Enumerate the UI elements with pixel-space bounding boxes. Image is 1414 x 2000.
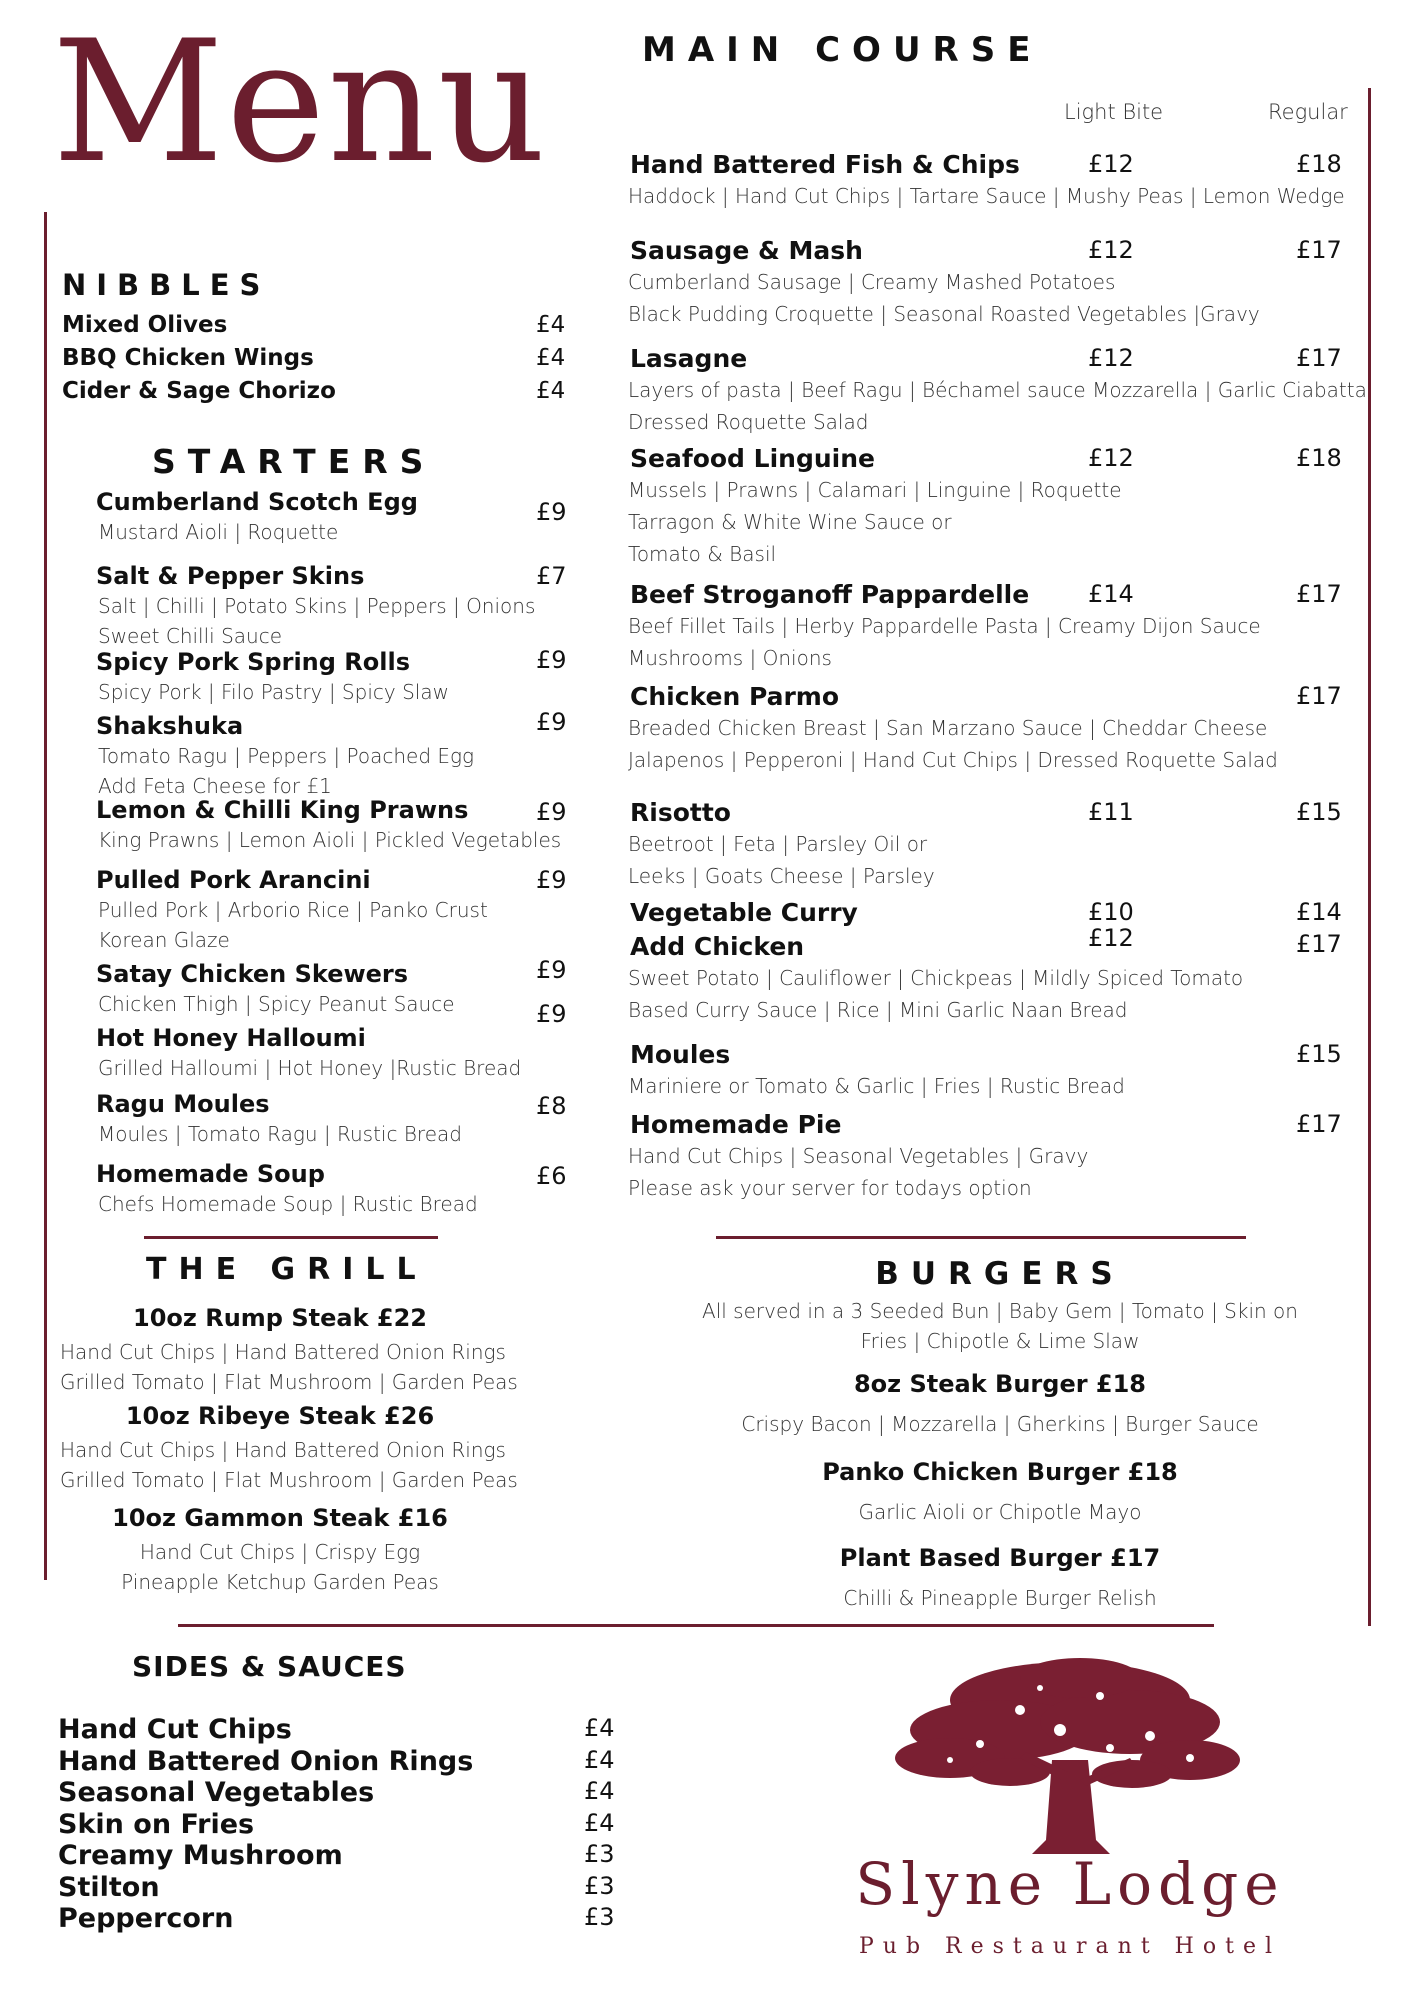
- main-item-light-price: £11: [1088, 798, 1134, 826]
- burgers-heading: BURGERS: [875, 1256, 1125, 1292]
- starter-name: Shakshuka: [96, 712, 244, 740]
- side-name: Seasonal Vegetables: [58, 1777, 375, 1808]
- side-price: £4: [584, 1808, 615, 1837]
- main-item-light-price: £14: [1088, 580, 1134, 608]
- grill-item-name: 10oz Ribeye Steak £26: [125, 1402, 435, 1430]
- nibbles-heading: NIBBLES: [62, 268, 271, 302]
- grill-item-desc: Grilled Tomato | Flat Mushroom | Garden Peas: [60, 1468, 518, 1492]
- main-item-regular-price: £17: [1296, 344, 1342, 372]
- main-item-desc: Black Pudding Croquette | Seasonal Roasted Vegetables |Gravy: [628, 302, 1260, 326]
- main-item-desc: Mushrooms | Onions: [628, 646, 832, 670]
- side-name: Skin on Fries: [58, 1808, 255, 1840]
- starter-price: £9: [536, 866, 567, 894]
- side-price: £4: [584, 1714, 615, 1742]
- grill-divider: [144, 1236, 438, 1239]
- main-item-desc: Dressed Roquette Salad: [628, 410, 869, 434]
- main-item-regular-price: £17: [1296, 236, 1342, 264]
- starter-desc: Chefs Homemade Soup | Rustic Bread: [98, 1192, 478, 1216]
- burger-name: Panko Chicken Burger £18: [822, 1458, 1178, 1486]
- starter-price: £6: [536, 1162, 567, 1190]
- side-name: Hand Cut Chips: [58, 1714, 292, 1745]
- side-name: Stilton: [58, 1871, 160, 1903]
- starter-desc: Chicken Thigh | Spicy Peanut Sauce: [98, 992, 455, 1016]
- main-item-regular-price: £18: [1296, 150, 1342, 178]
- burgers-intro-line-2: Fries | Chipotle & Lime Slaw: [860, 1329, 1140, 1353]
- main-item-desc: Jalapenos | Pepperoni | Hand Cut Chips | Dressed Roquette Salad: [628, 748, 1278, 772]
- nibble-price: £4: [536, 345, 566, 371]
- starter-price: £8: [536, 1092, 567, 1120]
- main-item-desc: Cumberland Sausage | Creamy Mashed Potatoes: [628, 270, 1116, 294]
- main-item-name: Hand Battered Fish & Chips: [630, 150, 1020, 179]
- grill-heading: THE GRILL: [146, 1252, 428, 1287]
- main-item-desc: Hand Cut Chips | Seasonal Vegetables | Gravy: [628, 1144, 1089, 1168]
- main-item-light-price: £12: [1088, 444, 1134, 472]
- starter-desc: Mustard Aioli | Roquette: [98, 520, 339, 544]
- starter-price: £9: [536, 498, 567, 526]
- starter-name: Hot Honey Halloumi: [96, 1024, 366, 1052]
- slyne-lodge-logo: [800, 1640, 1340, 1990]
- starter-desc: Sweet Chilli Sauce: [98, 624, 283, 648]
- starter-price: £7: [536, 562, 567, 590]
- burger-desc: Garlic Aioli or Chipotle Mayo: [858, 1500, 1142, 1524]
- starter-desc: King Prawns | Lemon Aioli | Pickled Vegetables: [98, 828, 562, 852]
- burgers-divider: [716, 1236, 1246, 1239]
- grill-item-desc: Grilled Tomato | Flat Mushroom | Garden Peas: [60, 1370, 518, 1394]
- main-item-regular-price-addon: £17: [1296, 930, 1342, 958]
- grill-item-desc: Pineapple Ketchup Garden Peas: [121, 1570, 439, 1594]
- sides-divider: [178, 1624, 1214, 1627]
- starter-name: Lemon & Chilli King Prawns: [96, 796, 469, 824]
- main-item-name: Lasagne: [630, 344, 748, 373]
- starter-price: £9: [536, 646, 567, 674]
- nibble-price: £4: [536, 312, 566, 338]
- main-item-regular-price: £18: [1296, 444, 1342, 472]
- side-price: £4: [584, 1745, 615, 1774]
- burgers-intro-line-1: All served in a 3 Seeded Bun | Baby Gem | Tomato | Skin on: [702, 1299, 1298, 1323]
- side-name: Peppercorn: [58, 1903, 234, 1934]
- starter-name: Satay Chicken Skewers: [96, 960, 409, 988]
- grill-item-desc: Hand Cut Chips | Crispy Egg: [139, 1540, 421, 1564]
- regular-column-header: Regular: [1268, 100, 1348, 124]
- tree-icon: [800, 1640, 1340, 1860]
- starter-desc: Pulled Pork | Arborio Rice | Panko Crust: [98, 898, 488, 922]
- main-item-desc: Mariniere or Tomato & Garlic | Fries | Rustic Bread: [628, 1074, 1125, 1098]
- main-item-name: Seafood Linguine: [630, 444, 875, 473]
- starter-name: Cumberland Scotch Egg: [96, 488, 418, 516]
- starter-desc: Add Feta Cheese for £1: [98, 774, 332, 798]
- main-item-light-price: £12: [1088, 236, 1134, 264]
- starter-name: Pulled Pork Arancini: [96, 866, 371, 894]
- starter-desc: Salt | Chilli | Potato Skins | Peppers | Onions: [98, 594, 536, 618]
- nibble-name: BBQ Chicken Wings: [62, 345, 314, 371]
- burger-name: Plant Based Burger £17: [839, 1544, 1161, 1572]
- main-item-regular-price: £17: [1296, 682, 1342, 710]
- grill-item-name: 10oz Gammon Steak £16: [112, 1504, 448, 1532]
- sides-heading: SIDES & SAUCES: [132, 1650, 407, 1683]
- nibble-name: Cider & Sage Chorizo: [62, 378, 336, 404]
- side-price: £3: [584, 1840, 615, 1868]
- burgers-intro: [700, 1296, 1300, 1356]
- main-item-desc: Tarragon & White Wine Sauce or: [628, 510, 952, 534]
- burger-name: 8oz Steak Burger £18: [853, 1370, 1147, 1398]
- main-item-name: Vegetable Curry: [630, 898, 858, 927]
- main-course-heading: MAIN COURSE: [642, 30, 1043, 70]
- main-item-name: Sausage & Mash: [630, 236, 863, 265]
- starter-name: Salt & Pepper Skins: [96, 562, 365, 590]
- main-item-regular-price: £15: [1296, 1040, 1342, 1068]
- main-item-name: Risotto: [630, 798, 731, 827]
- side-name: Hand Battered Onion Rings: [58, 1745, 474, 1777]
- starter-price: £9: [536, 798, 567, 826]
- side-name: Creamy Mushroom: [58, 1840, 343, 1871]
- main-item-name: Beef Stroganoff Pappardelle: [630, 580, 1030, 609]
- main-item-desc: Beetroot | Feta | Parsley Oil or: [628, 832, 928, 856]
- main-item-regular-price: £15: [1296, 798, 1342, 826]
- main-item-light-price: £10: [1088, 898, 1134, 926]
- side-price: £3: [584, 1903, 615, 1931]
- brand-tagline: Pub Restaurant Hotel: [858, 1934, 1281, 1959]
- side-price: £4: [584, 1777, 615, 1805]
- burger-desc: Chilli & Pineapple Burger Relish: [843, 1586, 1157, 1610]
- side-price: £3: [584, 1871, 615, 1900]
- main-item-regular-price: £17: [1296, 1110, 1342, 1138]
- main-item-regular-price: £14: [1296, 898, 1342, 926]
- main-item-name-addon: Add Chicken: [630, 932, 805, 961]
- main-item-desc: Mussels | Prawns | Calamari | Linguine | Roquette: [628, 478, 1122, 502]
- main-item-desc: Haddock | Hand Cut Chips | Tartare Sauce | Mushy Peas | Lemon Wedge: [628, 184, 1345, 208]
- main-item-desc: Leeks | Goats Cheese | Parsley: [628, 864, 935, 888]
- starter-desc: Korean Glaze: [98, 928, 230, 952]
- menu-title: Menu: [52, 4, 548, 200]
- main-item-name: Moules: [630, 1040, 731, 1069]
- starter-desc: Spicy Pork | Filo Pastry | Spicy Slaw: [98, 680, 449, 704]
- main-item-desc: Please ask your server for todays option: [628, 1176, 1032, 1200]
- main-item-name: Chicken Parmo: [630, 682, 840, 711]
- starter-desc: Tomato Ragu | Peppers | Poached Egg: [98, 744, 475, 768]
- starter-desc: Grilled Halloumi | Hot Honey |Rustic Bread: [98, 1056, 522, 1080]
- main-item-desc: Sweet Potato | Cauliflower | Chickpeas | Mildly Spiced Tomato: [628, 966, 1244, 990]
- main-item-light-price-addon: £12: [1088, 924, 1134, 952]
- starter-name: Ragu Moules: [96, 1090, 270, 1118]
- starters-heading: STARTERS: [152, 442, 436, 481]
- brand-name: Slyne Lodge: [855, 1850, 1285, 1918]
- grill-item-desc: Hand Cut Chips | Hand Battered Onion Rings: [60, 1438, 506, 1462]
- main-item-desc: Tomato & Basil: [628, 542, 777, 566]
- right-divider: [1368, 88, 1371, 1626]
- starter-desc: Moules | Tomato Ragu | Rustic Bread: [98, 1122, 462, 1146]
- light-bite-column-header: Light Bite: [1064, 100, 1164, 124]
- main-item-desc: Layers of pasta | Beef Ragu | Béchamel sauce Mozzarella | Garlic Ciabatta: [628, 378, 1367, 402]
- starter-price: £9: [536, 1000, 567, 1028]
- nibble-price: £4: [536, 378, 566, 404]
- burger-desc: Crispy Bacon | Mozzarella | Gherkins | Burger Sauce: [741, 1412, 1259, 1436]
- main-item-regular-price: £17: [1296, 580, 1342, 608]
- starter-price: £9: [536, 708, 567, 736]
- nibble-name: Mixed Olives: [62, 312, 228, 338]
- main-item-desc: Based Curry Sauce | Rice | Mini Garlic Naan Bread: [628, 998, 1128, 1022]
- grill-item-desc: Hand Cut Chips | Hand Battered Onion Rings: [60, 1340, 506, 1364]
- main-item-name: Homemade Pie: [630, 1110, 842, 1139]
- starter-price: £9: [536, 956, 567, 984]
- main-item-desc: Beef Fillet Tails | Herby Pappardelle Pasta | Creamy Dijon Sauce: [628, 614, 1261, 638]
- main-item-desc: Breaded Chicken Breast | San Marzano Sauce | Cheddar Cheese: [628, 716, 1268, 740]
- grill-item-name: 10oz Rump Steak £22: [133, 1304, 427, 1332]
- main-item-light-price: £12: [1088, 344, 1134, 372]
- left-divider: [44, 212, 47, 1580]
- starter-name: Spicy Pork Spring Rolls: [96, 648, 411, 676]
- starter-name: Homemade Soup: [96, 1160, 325, 1188]
- main-item-light-price: £12: [1088, 150, 1134, 178]
